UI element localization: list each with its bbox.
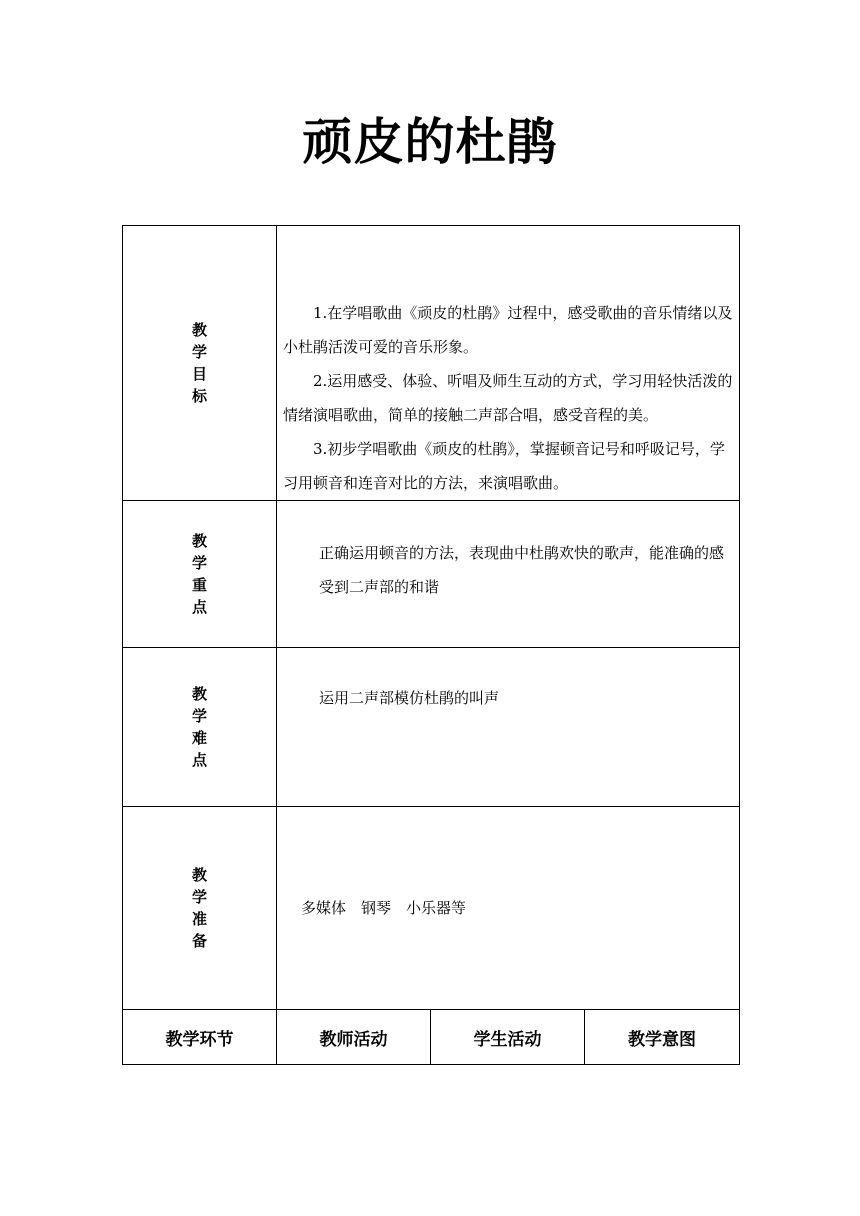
key-points-row <box>123 501 740 648</box>
header-teaching-step: 教学环节 <box>123 1010 277 1065</box>
key-points-content <box>277 501 740 648</box>
key-points-label: 教 学 重 点 <box>123 501 277 648</box>
lesson-plan-table <box>122 225 740 1065</box>
key-points-text: 正确运用顿音的方法，表现曲中杜鹃欢快的歌声，能准确的感受到二声部的和谐 <box>319 544 725 596</box>
difficulties-label: 教 学 难 点 <box>123 648 277 807</box>
page-title: 顽皮的杜鹃 <box>302 113 558 171</box>
difficulties-row <box>123 648 740 807</box>
objective-3: 3.初步学唱歌曲《顽皮的杜鹃》，掌握顿音记号和呼吸记号，学习用顿音和连音对比的方法，来演唱歌曲。 <box>283 440 725 492</box>
preparation-content <box>277 807 740 1010</box>
header-teaching-intent: 教学意图 <box>585 1010 740 1065</box>
difficulties-text: 运用二声部模仿杜鹃的叫声 <box>319 689 500 707</box>
section-header-row <box>123 1010 740 1065</box>
preparation-label: 教 学 准 备 <box>123 807 277 1010</box>
difficulties-content <box>277 648 740 807</box>
objective-2: 2.运用感受、体验、听唱及师生互动的方式，学习用轻快活泼的情绪演唱歌曲，简单的接触二声部合唱，感受音程的美。 <box>283 372 733 424</box>
header-student-activity: 学生活动 <box>431 1010 585 1065</box>
header-teacher-activity: 教师活动 <box>277 1010 431 1065</box>
objectives-row <box>123 226 740 501</box>
objective-1: 1.在学唱歌曲《顽皮的杜鹃》过程中，感受歌曲的音乐情绪以及小杜鹃活泼可爱的音乐形象。 <box>283 304 733 356</box>
objectives-content <box>277 226 740 501</box>
preparation-row <box>123 807 740 1010</box>
objectives-label: 教 学 目 标 <box>123 226 277 501</box>
preparation-text: 多媒体 钢琴 小乐器等 <box>301 899 467 917</box>
